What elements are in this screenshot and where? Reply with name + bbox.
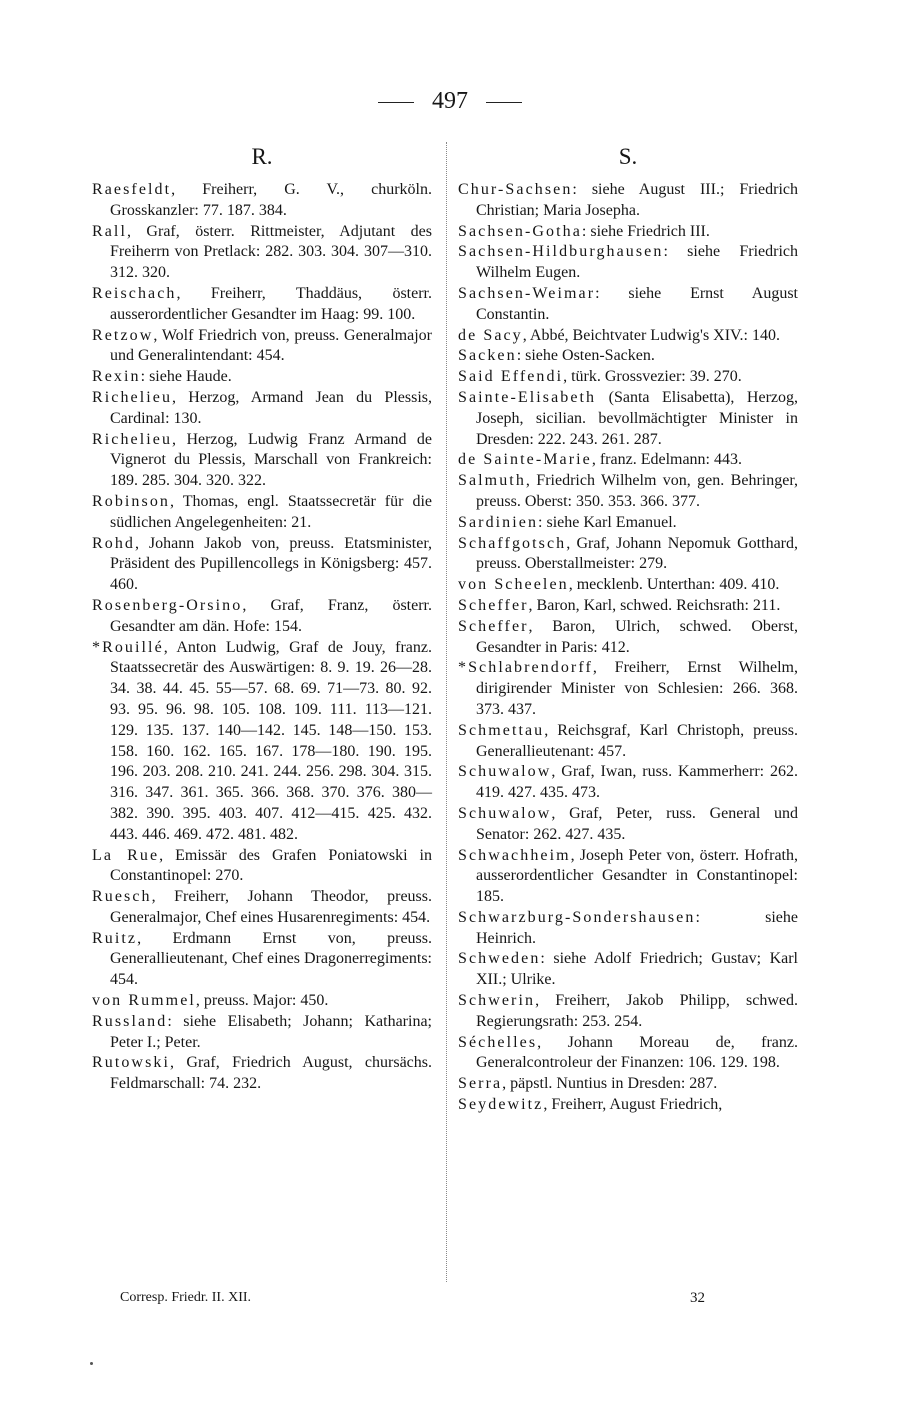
entry-details: , Herzog, Armand Jean du Plessis, Cardinal: 130.: [110, 388, 432, 427]
index-entry: [92, 596, 432, 638]
entry-keyword: Schwarzburg-Sondershausen: [458, 908, 696, 926]
entry-details: , Freiherr, Jakob Philipp, schwed. Regierungsrath: 253. 254.: [476, 992, 798, 1030]
index-entry: [458, 242, 798, 284]
entry-details: , Abbé, Beichtvater Ludwig's XIV.: 140.: [522, 326, 780, 344]
index-entry: [458, 513, 798, 534]
entry-details: : siehe Karl Emanuel.: [538, 513, 677, 531]
entry-details: : siehe Friedrich Wilhelm Eugen.: [476, 243, 798, 282]
index-column-s: [458, 140, 798, 1116]
entry-details: , Wolf Friedrich von, preuss. Generalmajor und Generalintendant: 454.: [110, 326, 432, 365]
index-entry: [92, 638, 432, 846]
index-entry: [458, 617, 798, 659]
index-entry: [458, 991, 798, 1033]
entry-keyword: Robinson: [92, 492, 170, 510]
index-entry: [458, 222, 798, 243]
entry-keyword: de Sainte-Marie: [458, 451, 592, 469]
entry-details: , Reichsgraf, Karl Christoph, preuss. Generallieutenant: 457.: [476, 721, 798, 760]
entry-keyword: Sainte-Elisabeth: [458, 388, 597, 406]
page-number: 497: [432, 88, 468, 114]
entry-keyword: Schuwalow: [458, 804, 552, 822]
entry-keyword: Rall: [92, 222, 127, 240]
entry-details: , Graf, Peter, russ. General und Senator: 262. 427. 435.: [476, 804, 798, 843]
index-entry: [458, 450, 798, 471]
entry-list-r: [92, 180, 432, 1095]
entry-keyword: Seydewitz: [458, 1096, 544, 1114]
index-entry: [92, 846, 432, 888]
entry-keyword: Russland: [92, 1012, 168, 1030]
index-entry: [92, 326, 432, 368]
entry-details: : siehe Adolf Friedrich; Gustav; Karl XII.; Ulrike.: [476, 950, 798, 989]
entry-details: , preuss. Major: 450.: [195, 992, 329, 1010]
entry-keyword: von Scheelen: [458, 576, 569, 594]
entry-details: , Baron, Ulrich, schwed. Oberst, Gesandter in Paris: 412.: [476, 617, 798, 656]
entry-details: , Anton Ludwig, Graf de Jouy, franz. Staatssecretär des Auswärtigen: 8. 9. 19. 26—28. 34. 38. 44. 45. 55—57. 68. 69. 71—73. 80. 92. 93. 95. 96. 98. 105. 108. 109. 111. 113—121. 129. 135. 137. 140—142. 145. 148—150. 153. 158. 160. 162. 165. 167. 178—180. 190. 195. 196. 203. 208. 210. 241. 244. 256. 298. 304. 315. 316. 347. 361. 365. 366. 368. 370. 376. 380—382. 390. 395. 403. 407. 412—415. 425. 432. 443. 446. 469. 472. 481. 482.: [110, 638, 432, 843]
entry-keyword: Schaffgotsch: [458, 534, 567, 552]
entry-keyword: Rohd: [92, 534, 135, 552]
index-entry: [458, 1033, 798, 1075]
index-entry: [92, 180, 432, 222]
entry-details: , Erdmann Ernst von, preuss. Generallieutenant, Chef eines Dragonerregiments: 454.: [110, 929, 432, 989]
header-rule-left: [378, 102, 414, 103]
entry-details: : siehe Friedrich III.: [581, 222, 710, 240]
entry-keyword: Rosenberg-Orsino: [92, 596, 243, 614]
entry-keyword: Serra: [458, 1075, 503, 1093]
entry-keyword: *Rouillé: [92, 638, 164, 656]
entry-keyword: Salmuth: [458, 472, 526, 490]
entry-details: , päpstl. Nuntius in Dresden: 287.: [502, 1075, 718, 1093]
index-entry: [458, 846, 798, 908]
entry-keyword: Richelieu: [92, 430, 173, 448]
index-entry: [458, 284, 798, 326]
entry-details: : siehe Ernst August Constantin.: [476, 284, 798, 323]
entry-details: , Baron, Karl, schwed. Reichsrath: 211.: [528, 596, 781, 614]
entry-details: , Freiherr, Johann Theodor, preuss. Generalmajor, Chef eines Husarenregiments: 454.: [110, 888, 432, 926]
index-entry: [458, 762, 798, 804]
entry-details: : siehe Elisabeth; Johann; Katharina; Peter I.; Peter.: [110, 1012, 432, 1051]
index-entry: [458, 949, 798, 991]
entry-details: , Graf, Johann Nepomuk Gotthard, preuss. Oberstallmeister: 279.: [476, 534, 798, 573]
section-letter-s: S.: [618, 144, 638, 169]
entry-details: , türk. Grossvezier: 39. 270.: [563, 368, 742, 386]
index-entry: [458, 721, 798, 763]
entry-details: , Johann Jakob von, preuss. Etatsminister, Präsident des Pupillencollegs in Königsberg: 457. 460.: [110, 534, 432, 594]
index-entry: [92, 1012, 432, 1054]
entry-keyword: Sachsen-Hildburghausen: [458, 243, 664, 261]
index-entry: [458, 180, 798, 222]
entry-details: , Graf, Iwan, russ. Kammerherr: 262. 419. 427. 435. 473.: [476, 763, 798, 802]
index-entry: [458, 388, 798, 450]
index-entry: [458, 596, 798, 617]
entry-keyword: Ruesch: [92, 888, 152, 906]
entry-keyword: Schweden: [458, 950, 541, 968]
index-entry: [92, 430, 432, 492]
entry-details: , Freiherr, August Friedrich,: [543, 1096, 723, 1114]
index-entry: [92, 991, 432, 1012]
entry-keyword: Schwachheim: [458, 846, 571, 864]
index-entry: [92, 222, 432, 284]
entry-keyword: Retzow: [92, 326, 154, 344]
entry-details: , mecklenb. Unterthan: 409. 410.: [568, 576, 780, 594]
entry-details: , Thomas, engl. Staatssecretär für die südlichen Angelegenheiten: 21.: [110, 492, 432, 531]
index-entry: [92, 284, 432, 326]
entry-details: , Graf, österr. Rittmeister, Adjutant des Freiherrn von Pretlack: 282. 303. 304. 307—310. 312. 320.: [110, 222, 432, 282]
entry-details: , Freiherr, Ernst Wilhelm, dirigirender Minister von Schlesien: 266. 368. 373. 437.: [476, 659, 798, 718]
column-divider: [446, 142, 447, 1282]
entry-keyword: Schuwalow: [458, 763, 552, 781]
index-entry: [458, 471, 798, 513]
footer-signature: Corresp. Friedr. II. XII.: [120, 1290, 252, 1305]
index-entry: [458, 534, 798, 576]
entry-details: , Friedrich Wilhelm von, gen. Behringer, preuss. Oberst: 350. 353. 366. 377.: [476, 472, 798, 510]
entry-details: : siehe Haude.: [140, 368, 232, 386]
index-entry: [458, 326, 798, 347]
entry-keyword: Reischach: [92, 284, 177, 302]
index-entry: [92, 492, 432, 534]
entry-keyword: de Sacy: [458, 326, 523, 344]
entry-keyword: Sachsen-Weimar: [458, 284, 596, 302]
index-entry: [92, 1053, 432, 1095]
index-entry: [92, 929, 432, 991]
entry-keyword: Said Effendi: [458, 368, 564, 386]
section-letter-r: R.: [251, 144, 273, 169]
entry-details: , Graf, Franz, österr. Gesandter am dän. Hofe: 154.: [110, 596, 432, 635]
entry-details: : siehe Osten-Sacken.: [516, 347, 655, 365]
index-entry: [458, 658, 798, 720]
entry-details: , franz. Edelmann: 443.: [591, 451, 742, 469]
index-entry: [458, 804, 798, 846]
entry-keyword: von Rummel: [92, 992, 196, 1010]
entry-details: : siehe August III.; Friedrich Christian; Maria Josepha.: [476, 181, 798, 219]
entry-keyword: La Rue: [92, 846, 160, 864]
index-entry: [458, 908, 798, 950]
entry-keyword: Schwerin: [458, 992, 536, 1010]
index-entry: [92, 534, 432, 596]
page-speck: [90, 1362, 93, 1365]
entry-keyword: Ruitz: [92, 929, 138, 947]
entry-keyword: Rutowski: [92, 1054, 170, 1072]
index-entry: [92, 388, 432, 430]
index-entry: [92, 887, 432, 929]
entry-details: , Freiherr, G. V., churköln. Grosskanzler: 77. 187. 384.: [110, 181, 432, 219]
entry-details: , Graf, Friedrich August, chursächs. Feldmarschall: 74. 232.: [110, 1054, 432, 1093]
entry-keyword: Scheffer: [458, 596, 529, 614]
index-entry: [458, 1095, 798, 1116]
index-entry: [458, 367, 798, 388]
entry-keyword: Raesfeldt: [92, 181, 172, 198]
header-rule-right: [486, 102, 522, 103]
entry-details: : siehe Heinrich.: [476, 908, 798, 947]
entry-details: , Freiherr, Thaddäus, österr. ausserordentlicher Gesandter im Haag: 99. 100.: [110, 284, 432, 323]
index-entry: [458, 346, 798, 367]
entry-keyword: *Schlabrendorff: [458, 659, 593, 677]
entry-details: , Johann Moreau de, franz. Generalcontroleur der Finanzen: 106. 129. 198.: [476, 1033, 798, 1072]
entry-list-s: [458, 180, 798, 1116]
entry-details: , Emissär des Grafen Poniatowski in Constantinopel: 270.: [110, 846, 432, 885]
index-entry: [458, 1074, 798, 1095]
entry-keyword: Chur-Sachsen: [458, 181, 573, 198]
entry-keyword: Richelieu: [92, 388, 173, 406]
entry-keyword: Séchelles: [458, 1033, 538, 1051]
entry-keyword: Sachsen-Gotha: [458, 222, 582, 240]
entry-details: , Herzog, Ludwig Franz Armand de Vignerot du Plessis, Marschall von Frankreich: 189. 285. 304. 320. 322.: [110, 430, 432, 490]
footer-sheet-number: 32: [690, 1290, 705, 1306]
index-column-r: [92, 140, 432, 1095]
entry-keyword: Sacken: [458, 347, 517, 365]
entry-keyword: Rexin: [92, 368, 141, 386]
entry-details: (Santa Elisabetta), Herzog, Joseph, sicilian. bevollmächtigter Minister in Dresden: 222. 243. 261. 287.: [476, 388, 798, 448]
entry-details: , Joseph Peter von, österr. Hofrath, ausserordentlicher Gesandter in Constantinopel: 185.: [476, 846, 798, 906]
entry-keyword: Scheffer: [458, 617, 529, 635]
entry-keyword: Schmettau: [458, 721, 545, 739]
entry-keyword: Sardinien: [458, 513, 539, 531]
index-entry: [92, 367, 432, 388]
page-header: [0, 88, 900, 115]
index-entry: [458, 575, 798, 596]
